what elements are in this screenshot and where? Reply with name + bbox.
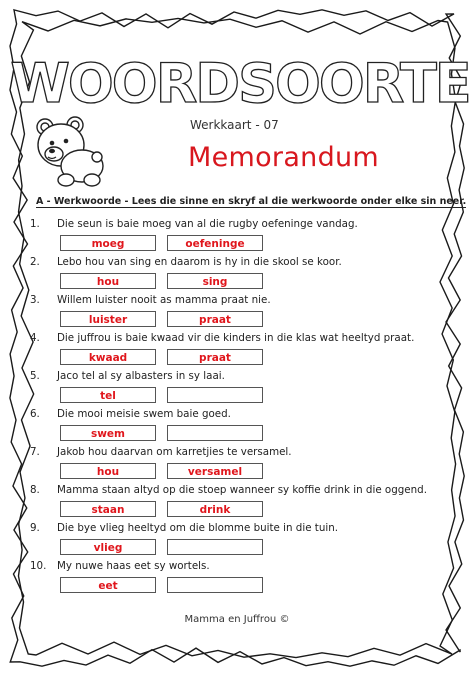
- question-sentence: [30, 408, 231, 420]
- answer-box[interactable]: [167, 387, 263, 403]
- answer-box[interactable]: [167, 425, 263, 441]
- sentence-text: Die bye vlieg heeltyd om die blomme buite in die tuin.: [57, 522, 339, 534]
- answer-box[interactable]: praat: [167, 311, 263, 327]
- answer-box[interactable]: sing: [167, 273, 263, 289]
- question-sentence: [30, 560, 210, 572]
- question-number: 2.: [30, 256, 40, 268]
- answer-box[interactable]: tel: [60, 387, 156, 403]
- answer-box[interactable]: [167, 577, 263, 593]
- answer-box[interactable]: hou: [60, 273, 156, 289]
- question-sentence: [30, 484, 427, 496]
- answer-box[interactable]: oefeninge: [167, 235, 263, 251]
- sentence-text: Willem luister nooit as mamma praat nie.: [57, 294, 271, 306]
- question-number: 8.: [30, 484, 40, 496]
- answer-box[interactable]: hou: [60, 463, 156, 479]
- sentence-text: Die mooi meisie swem baie goed.: [57, 408, 231, 420]
- answer-box[interactable]: moeg: [60, 235, 156, 251]
- worksheet-label: Werkkaart - 07: [190, 118, 279, 132]
- question-number: 10.: [30, 560, 47, 572]
- question-sentence: [30, 370, 225, 382]
- instruction-text: A - Werkwoorde - Lees die sinne en skryf al die werkwoorde onder elke sin neer.: [36, 196, 467, 207]
- answer-box[interactable]: staan: [60, 501, 156, 517]
- question-number: 7.: [30, 446, 40, 458]
- answer-box[interactable]: eet: [60, 577, 156, 593]
- sentence-text: Die juffrou is baie kwaad vir die kinders in die klas wat heeltyd praat.: [57, 332, 415, 344]
- sentence-text: Jaco tel al sy albasters in sy laai.: [57, 370, 225, 382]
- answer-box[interactable]: vlieg: [60, 539, 156, 555]
- sentence-text: Jakob hou daarvan om karretjies te versamel.: [57, 446, 292, 458]
- sentence-text: Mamma staan altyd op die stoep wanneer sy koffie drink in die oggend.: [57, 484, 427, 496]
- answer-box[interactable]: swem: [60, 425, 156, 441]
- question-number: 5.: [30, 370, 40, 382]
- question-sentence: [30, 446, 292, 458]
- title-text: WOORDSOORTE: [10, 52, 470, 115]
- question-sentence: [30, 294, 271, 306]
- answer-box[interactable]: [167, 539, 263, 555]
- answer-box[interactable]: versamel: [167, 463, 263, 479]
- question-number: 1.: [30, 218, 40, 230]
- teddy-bear-icon: [30, 110, 110, 190]
- question-sentence: [30, 332, 414, 344]
- answer-box[interactable]: kwaad: [60, 349, 156, 365]
- sentence-text: My nuwe haas eet sy wortels.: [57, 560, 210, 572]
- sentence-text: Die seun is baie moeg van al die rugby oefeninge vandag.: [57, 218, 358, 230]
- answer-box[interactable]: praat: [167, 349, 263, 365]
- question-sentence: [30, 218, 358, 230]
- question-number: 3.: [30, 294, 40, 306]
- question-number: 4.: [30, 332, 40, 344]
- answer-box[interactable]: drink: [167, 501, 263, 517]
- memorandum-heading: Memorandum: [188, 142, 380, 173]
- footer-credit: Mamma en Juffrou ©: [184, 614, 290, 625]
- answer-box[interactable]: luister: [60, 311, 156, 327]
- question-number: 9.: [30, 522, 40, 534]
- page-title: [10, 50, 470, 115]
- question-number: 6.: [30, 408, 40, 420]
- sentence-text: Lebo hou van sing en daarom is hy in die skool se koor.: [57, 256, 342, 268]
- question-sentence: [30, 256, 342, 268]
- question-sentence: [30, 522, 338, 534]
